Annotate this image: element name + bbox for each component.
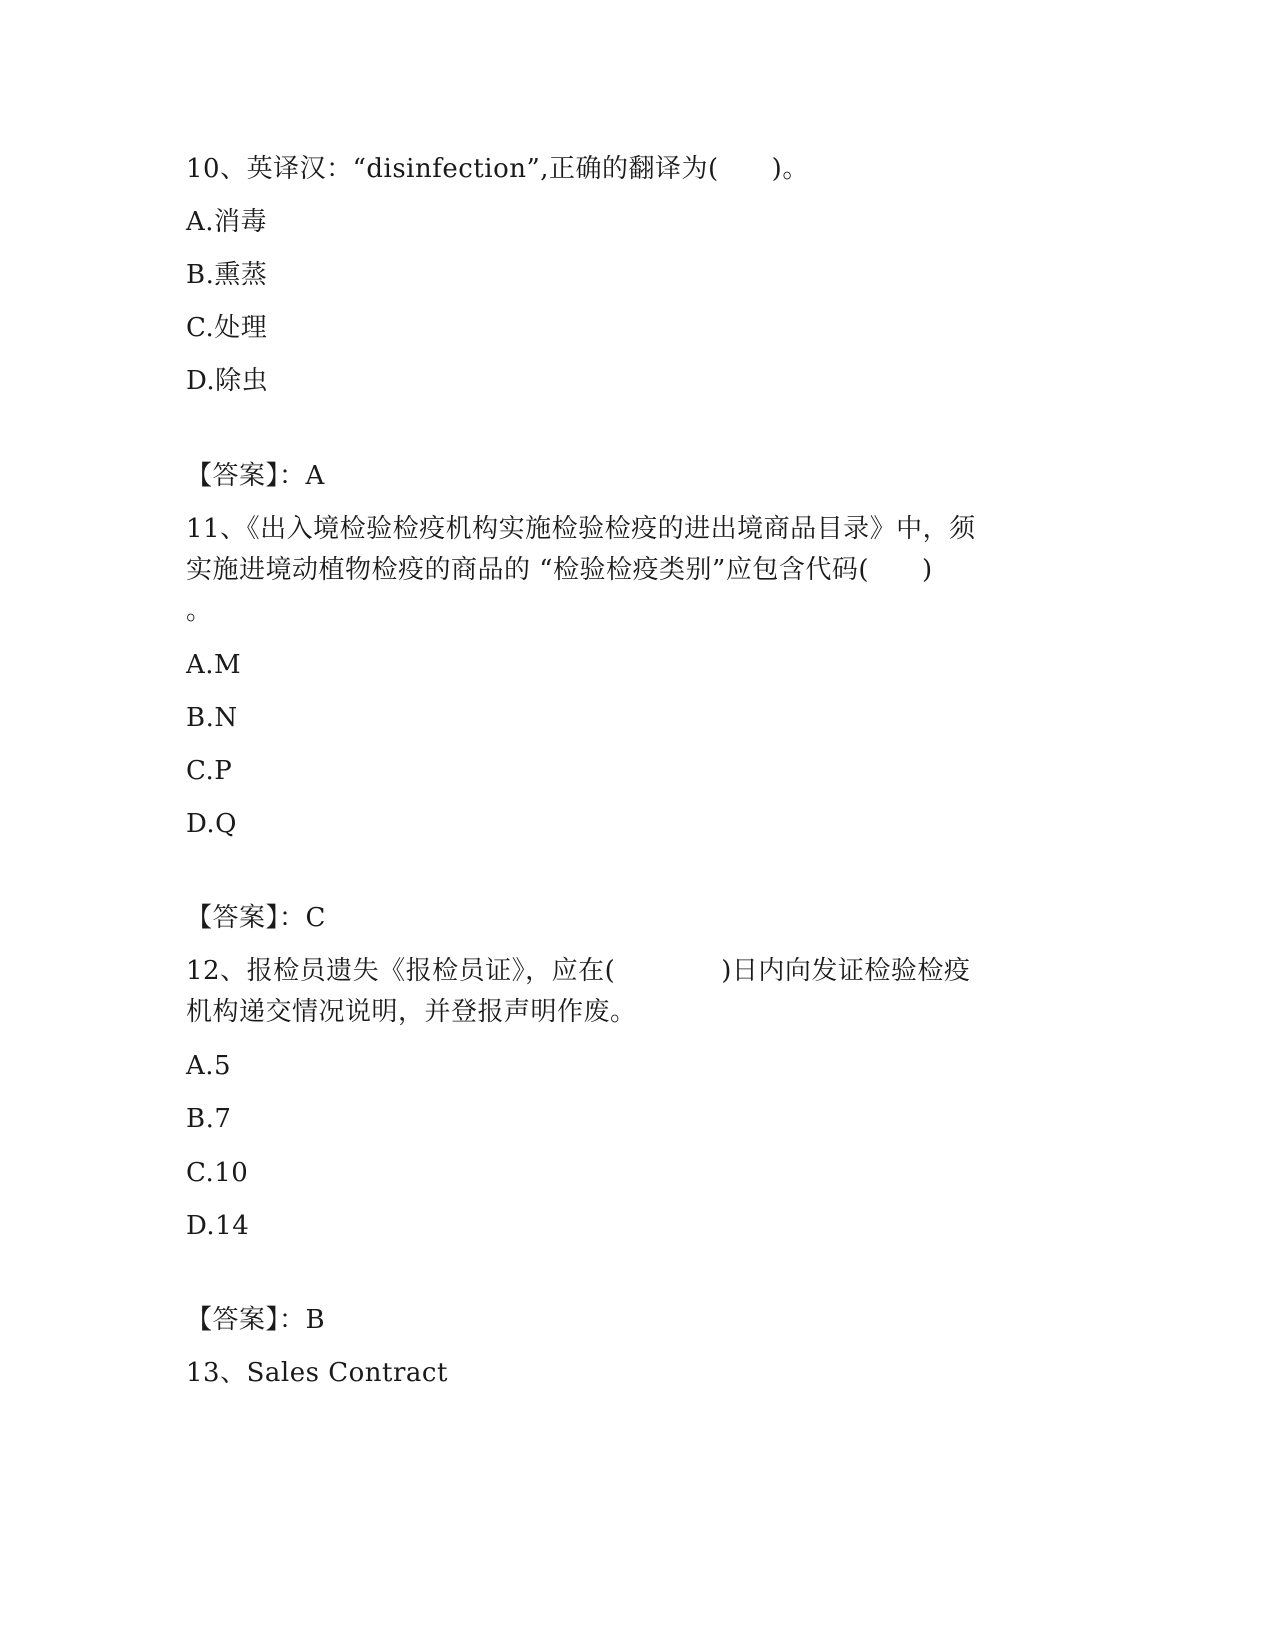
question-12-stem-line-1: 12、报检员遗失《报检员证》，应在( )日内向发证检验检疫: [186, 956, 971, 986]
question-13-stem-line-1: 13、Sales Contract: [186, 1358, 448, 1388]
question-11-option-b: B.N: [186, 703, 238, 733]
question-10-stem-line-1: 10、英译汉：“disinfection”,正确的翻译为( )。: [186, 154, 809, 184]
question-11-option-a: A.M: [186, 650, 242, 680]
question-10-option-d: D.除虫: [186, 366, 269, 396]
question-10-option-c: C.处理: [186, 313, 268, 343]
question-12-option-b: B.7: [186, 1104, 232, 1134]
question-12-stem-line-2: 机构递交情况说明，并登报声明作废。: [186, 997, 637, 1027]
question-10-answer: 【答案】：A: [186, 461, 325, 491]
question-11-answer: 【答案】：C: [186, 903, 326, 933]
question-11-stem-line-2: 实施进境动植物检疫的商品的 “检验检疫类别”应包含代码( ): [186, 555, 933, 585]
question-11-stem-line-3: 。: [186, 596, 213, 626]
question-11-stem-line-1: 11、《出入境检验检疫机构实施检验检疫的进出境商品目录》中，须: [186, 514, 976, 544]
question-12-answer: 【答案】：B: [186, 1305, 326, 1335]
question-11-option-d: D.Q: [186, 809, 237, 839]
question-10-option-a: A.消毒: [186, 207, 268, 237]
question-10-option-b: B.熏蒸: [186, 260, 268, 290]
question-12-option-c: C.10: [186, 1158, 249, 1188]
question-12-option-d: D.14: [186, 1211, 250, 1241]
question-12-option-a: A.5: [186, 1051, 232, 1081]
question-11-option-c: C.P: [186, 756, 233, 786]
